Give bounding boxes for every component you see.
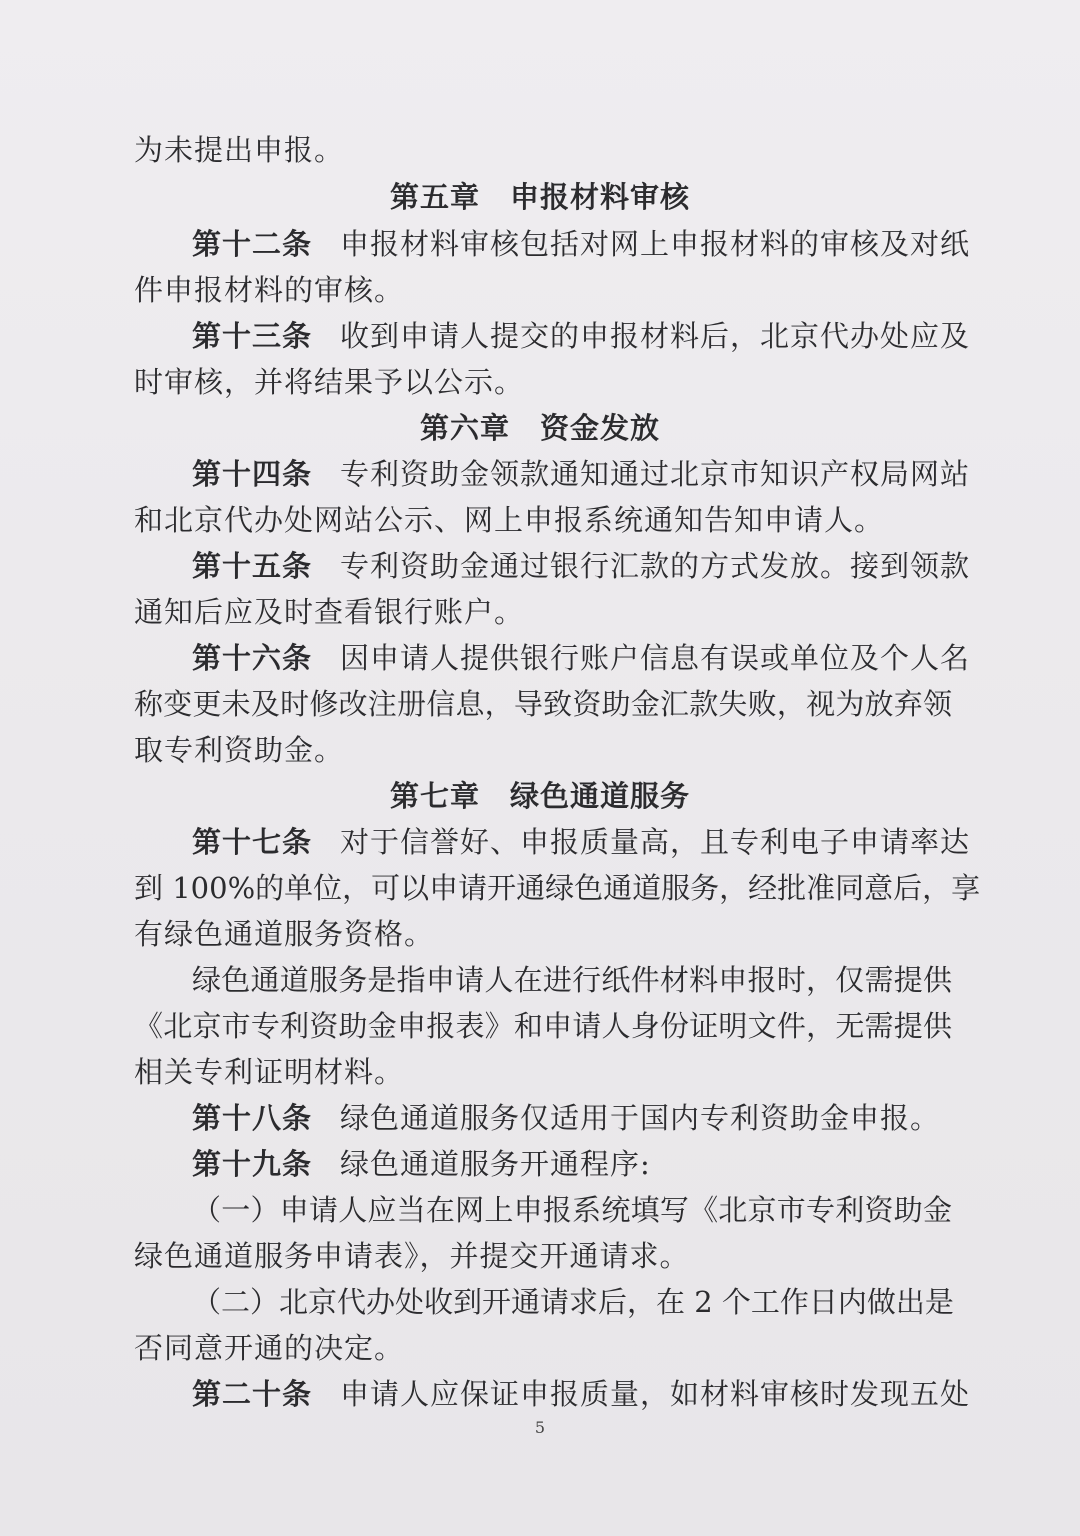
article-18-label: 第十八条 bbox=[192, 1101, 313, 1135]
item-1-line-1: （一）申请人应当在网上申报系统填写《北京市专利资助金 bbox=[192, 1193, 952, 1227]
article-17-line-1 bbox=[192, 820, 971, 864]
item-2-line-2: 否同意开通的决定。 bbox=[134, 1331, 405, 1365]
chapter-7-heading: 第七章 绿色通道服务 bbox=[389, 779, 690, 813]
article-16-line-2: 称变更未及时修改注册信息，导致资助金汇款失败，视为放弃领 bbox=[134, 687, 952, 721]
article-19-line-1 bbox=[192, 1142, 651, 1186]
article-16-text-1: 因申请人提供银行账户信息有误或单位及个人名 bbox=[340, 641, 971, 675]
article-17-line-2: 到 100%的单位，可以申请开通绿色通道服务，经批准同意后，享 bbox=[134, 871, 981, 905]
article-20-text-1: 申请人应保证申报质量，如材料审核时发现五处 bbox=[340, 1377, 971, 1411]
article-15-line-2: 通知后应及时查看银行账户。 bbox=[134, 595, 525, 629]
article-12-line-1 bbox=[192, 222, 971, 266]
article-19-label: 第十九条 bbox=[192, 1147, 313, 1181]
article-13-label: 第十三条 bbox=[192, 319, 313, 353]
article-15-line-1 bbox=[192, 544, 971, 588]
green-channel-para-line-1: 绿色通道服务是指申请人在进行纸件材料申报时，仅需提供 bbox=[192, 963, 952, 997]
article-19-text-1: 绿色通道服务开通程序: bbox=[340, 1147, 651, 1181]
chapter-5-heading: 第五章 申报材料审核 bbox=[389, 180, 690, 214]
article-12-label: 第十二条 bbox=[192, 227, 313, 261]
article-12-line-2: 件申报材料的审核。 bbox=[134, 273, 405, 307]
continued-text-line: 为未提出申报。 bbox=[134, 133, 345, 167]
article-17-text-1: 对于信誉好、申报质量高，且专利电子申请率达 bbox=[340, 825, 971, 859]
article-18-line-1 bbox=[192, 1096, 940, 1140]
article-15-label: 第十五条 bbox=[192, 549, 313, 583]
page-number: 5 bbox=[534, 1418, 546, 1437]
article-14-line-1 bbox=[192, 452, 971, 496]
green-channel-para-line-3: 相关专利证明材料。 bbox=[134, 1055, 405, 1089]
item-1-line-2: 绿色通道服务申请表》，并提交开通请求。 bbox=[134, 1239, 690, 1273]
article-20-line-1 bbox=[192, 1372, 971, 1416]
article-13-text-1: 收到申请人提交的申报材料后，北京代办处应及 bbox=[340, 319, 971, 353]
article-14-label: 第十四条 bbox=[192, 457, 313, 491]
article-12-text-1: 申报材料审核包括对网上申报材料的审核及对纸 bbox=[340, 227, 971, 261]
green-channel-para-line-2: 《北京市专利资助金申报表》和申请人身份证明文件，无需提供 bbox=[134, 1009, 952, 1043]
article-14-text-1: 专利资助金领款通知通过北京市知识产权局网站 bbox=[340, 457, 971, 491]
article-20-label: 第二十条 bbox=[192, 1377, 313, 1411]
chapter-6-heading: 第六章 资金发放 bbox=[419, 411, 660, 445]
article-14-line-2: 和北京代办处网站公示、网上申报系统通知告知申请人。 bbox=[134, 503, 885, 537]
article-16-line-3: 取专利资助金。 bbox=[134, 733, 345, 767]
article-17-label: 第十七条 bbox=[192, 825, 313, 859]
article-15-text-1: 专利资助金通过银行汇款的方式发放。接到领款 bbox=[340, 549, 971, 583]
item-2-line-1: （二）北京代办处收到开通请求后，在 2 个工作日内做出是 bbox=[192, 1285, 954, 1319]
article-16-label: 第十六条 bbox=[192, 641, 313, 675]
article-18-text-1: 绿色通道服务仅适用于国内专利资助金申报。 bbox=[340, 1101, 941, 1135]
article-17-line-3: 有绿色通道服务资格。 bbox=[134, 917, 435, 951]
article-13-line-1 bbox=[192, 314, 971, 358]
article-13-line-2: 时审核，并将结果予以公示。 bbox=[134, 365, 525, 399]
article-16-line-1 bbox=[192, 636, 971, 680]
